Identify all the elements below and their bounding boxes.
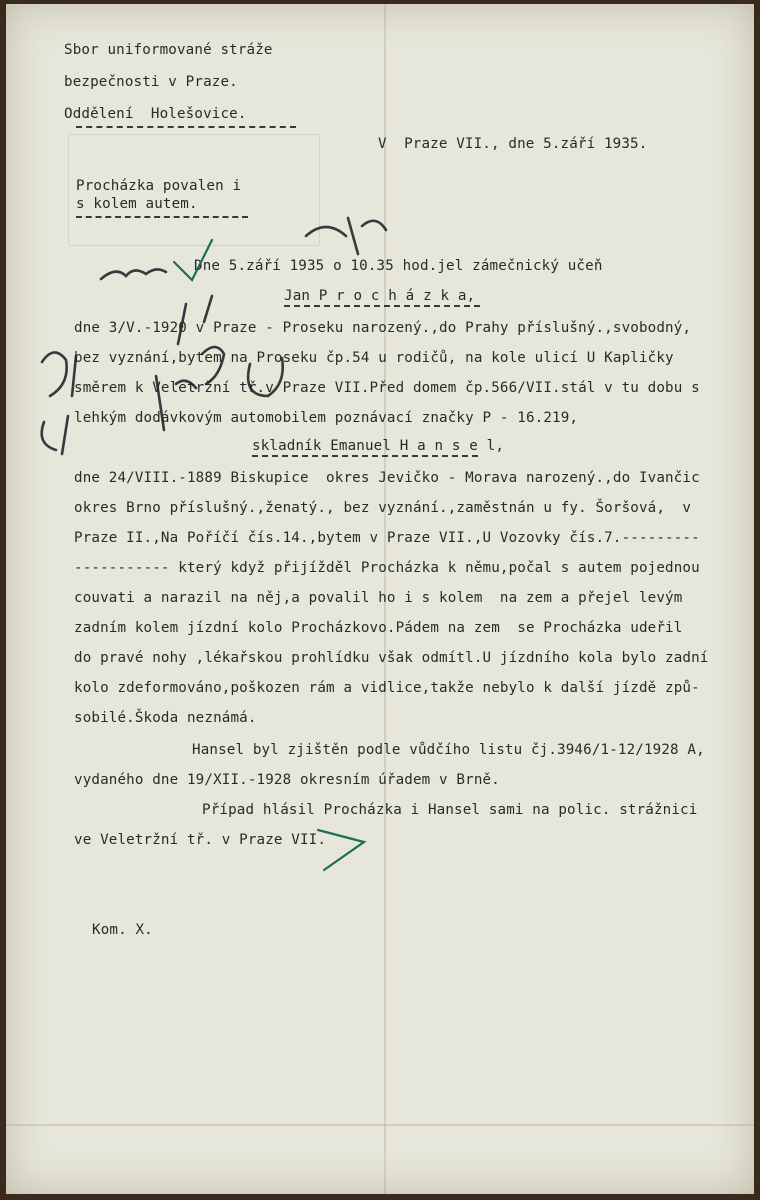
body-line-12: do pravé nohy ,lékařskou prohlídku však odmítl.U jízdního kola bylo zadní — [74, 650, 709, 666]
subject-line-2: s kolem autem. — [76, 196, 198, 212]
org-line-2: bezpečnosti v Praze. — [64, 74, 238, 90]
body-line-2: dne 3/V.-1920 v Praze - Proseku narozený.,do Prahy příslušný.,svobodný, — [74, 320, 692, 336]
body-line-4: směrem k Veletržní tř.v Praze VII.Před domem čp.566/VII.stál v tu dobu s — [74, 380, 700, 396]
org-line-1: Sbor uniformované stráže — [64, 42, 273, 58]
body-p3-line-1: Případ hlásil Procházka i Hansel sami na polic. strážnici — [202, 802, 698, 818]
body-line-9: ----------- který když přijížděl Procházka k němu,počal s autem pojednou — [74, 560, 700, 576]
department-line: Oddělení Holešovice. — [64, 106, 247, 122]
body-line-5: lehkým dodávkovým automobilem poznávací značky P - 16.219, — [74, 410, 579, 426]
name-hansel: skladník Emanuel H a n s e l, — [252, 438, 505, 454]
body-line-13: kolo zdeformováno,poškozen rám a vidlice,takže nebylo k další jízdě způ- — [74, 680, 700, 696]
subject-line-1: Procházka povalen i — [76, 178, 242, 194]
body-line-1: Dne 5.září 1935 o 10.35 hod.jel zámečnický učeň — [194, 258, 603, 274]
body-line-8: Praze II.,Na Poříčí čís.14.,bytem v Praze VII.,U Vozovky čís.7.--------- — [74, 530, 700, 546]
check-mark-2 — [318, 830, 364, 870]
check-mark-1 — [174, 240, 212, 280]
date-line: V Praze VII., dne 5.září 1935. — [378, 136, 648, 152]
handwritten-annotations — [6, 4, 754, 1194]
body-line-11: zadním kolem jízdní kolo Procházkovo.Pádem na zem se Procházka udeřil — [74, 620, 683, 636]
document-page — [6, 4, 754, 1194]
pencil-scribbles — [42, 218, 386, 454]
green-check-marks — [174, 240, 364, 870]
body-line-6: dne 24/VIII.-1889 Biskupice okres Jevičko - Morava narozený.,do Ivančic — [74, 470, 700, 486]
body-line-14: sobilé.Škoda neznámá. — [74, 710, 257, 726]
body-line-7: okres Brno příslušný.,ženatý., bez vyznání.,zaměstnán u fy. Šoršová, v — [74, 500, 692, 516]
body-line-10: couvati a narazil na něj,a povalil ho i s kolem na zem a přejel levým — [74, 590, 683, 606]
signature: Kom. X. — [92, 922, 153, 938]
body-line-3: bez vyznání,bytem na Proseku čp.54 u rodičů, na kole ulicí U Kapličky — [74, 350, 674, 366]
name-prochazka: Jan P r o c h á z k a, — [284, 288, 476, 304]
body-p2-line-1: Hansel byl zjištěn podle vůdčího listu čj.3946/1-12/1928 A, — [192, 742, 705, 758]
body-p2-line-2: vydaného dne 19/XII.-1928 okresním úřadem v Brně. — [74, 772, 500, 788]
body-p3-line-2: ve Veletržní tř. v Praze VII. — [74, 832, 327, 848]
